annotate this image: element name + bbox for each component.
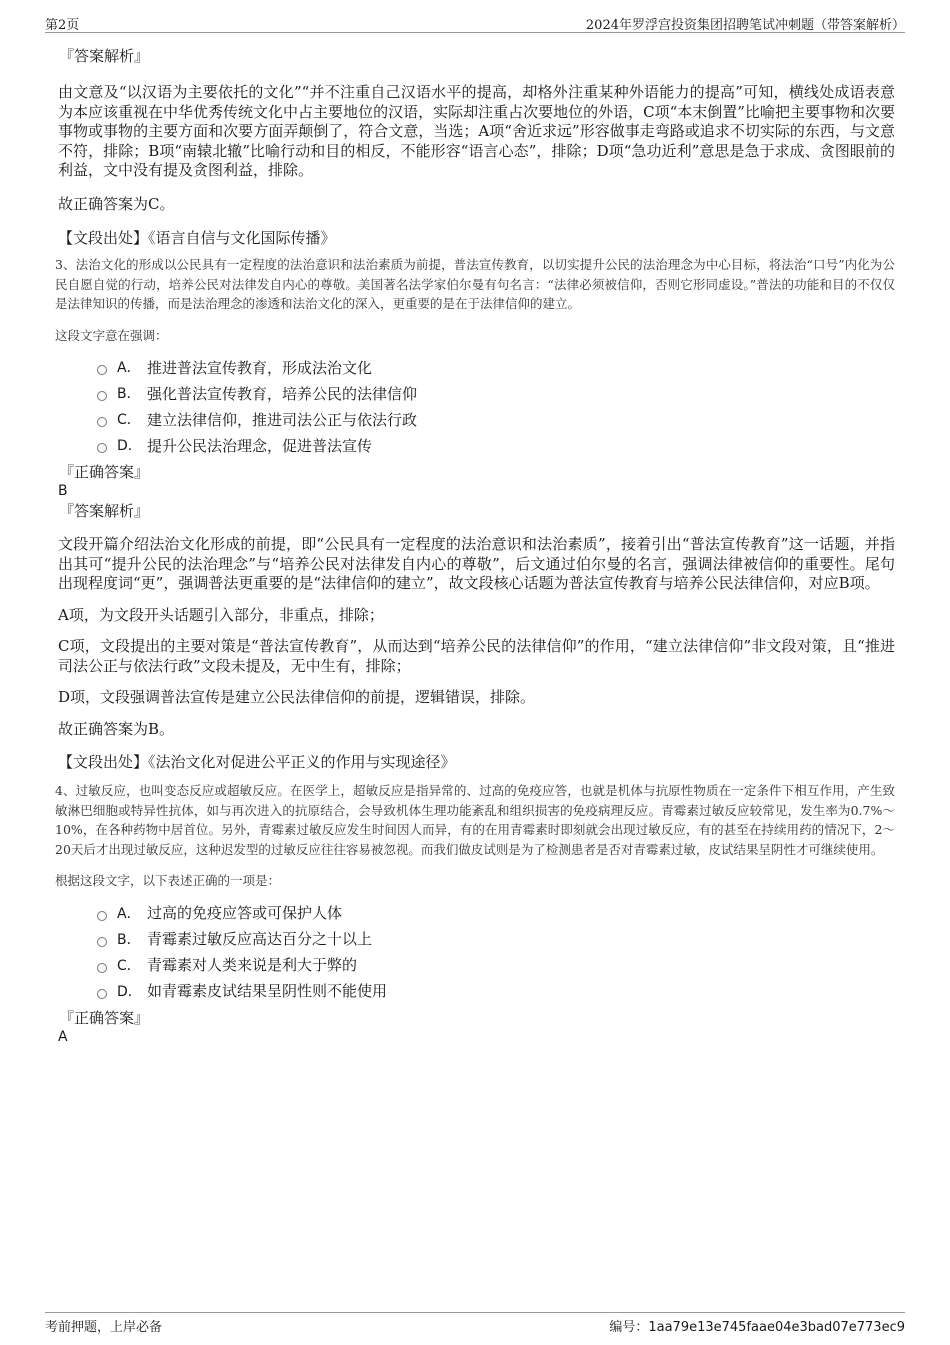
q3-analysis-para: C项，文段提出的主要对策是“普法宣传教育”，从而达到“培养公民的法律信仰”的作用，“建立法律信仰”非文段对策，且“推进司法公正与依法行政”文段未提及，无中生有，排除； bbox=[58, 637, 895, 675]
q3-option-c[interactable]: C． 建立法律信仰，推进司法公正与依法行政 bbox=[97, 406, 895, 432]
page-number: 第2页 bbox=[45, 18, 80, 33]
document-code: 编号：1aa79e13e745faae04e3bad07e773ec9 bbox=[609, 1320, 905, 1335]
q4-answer: A bbox=[58, 1028, 68, 1045]
radio-button[interactable] bbox=[97, 391, 107, 401]
q3-option-a[interactable]: A． 推进普法宣传教育，形成法治文化 bbox=[97, 354, 895, 380]
q3-options bbox=[97, 354, 895, 458]
radio-button[interactable] bbox=[97, 937, 107, 947]
radio-button[interactable] bbox=[97, 989, 107, 999]
q3-conclusion: 故正确答案为B。 bbox=[58, 719, 175, 738]
q4-prompt: 根据这段文字，以下表述正确的一项是： bbox=[55, 873, 281, 888]
q4-option-c[interactable]: C． 青霉素对人类来说是利大于弊的 bbox=[97, 952, 895, 978]
radio-button[interactable] bbox=[97, 365, 107, 375]
q3-analysis-para: D项，文段强调普法宣传是建立公民法律信仰的前提，逻辑错误，排除。 bbox=[58, 688, 536, 706]
q2-analysis-label: 『答案解析』 bbox=[59, 47, 150, 65]
q3-analysis-para: 文段开篇介绍法治文化形成的前提，即“公民具有一定程度的法治意识和法治素质”，接着引出“普法宣传教育”这一话题，并指出其可“提升公民的法治理念”与“培养公民对法律发自内心的尊敬”，后文通过伯尔曼的名言，强调法律被信仰的重要性。尾句出现程度词“更”，强调普法更重要的是“法律信仰的建立”，故文段核心话题为普法宣传教育与培养公民法律信仰，对应B项。 bbox=[58, 535, 895, 592]
q4-option-b[interactable]: B． 青霉素过敏反应高达百分之十以上 bbox=[97, 926, 895, 952]
q3-analysis-para: A项，为文段开头话题引入部分，非重点，排除； bbox=[58, 605, 384, 624]
q3-analysis-label: 『答案解析』 bbox=[59, 502, 150, 520]
radio-button[interactable] bbox=[97, 443, 107, 453]
q3-source: 【文段出处】《法治文化对促进公平正义的作用与实现途径》 bbox=[58, 753, 456, 771]
page-content bbox=[55, 44, 895, 1046]
q2-analysis-text: 由文意及“以汉语为主要依托的文化”“并不注重自己汉语水平的提高，却格外注重某种外语能力的提高”可知，横线处成语表意为本应该重视在中华优秀传统文化中占主要地位的汉语，实际却注重占次要地位的外语，C项“本末倒置”比喻把主要事物和次要事物或事物的主要方面和次要方面弄颠倒了，符合文意，当选；A项“舍近求远”形容做事走弯路或追求不切实际的东西，与文意不符，排除；B项“南辕北辙”比喻行动和目的相反，不能形容“语言心态”，排除；D项“急功近利”意思是急于求成、贪图眼前的利益，文中没有提及贪图利益，排除。 bbox=[58, 83, 895, 179]
q4-option-d[interactable]: D． 如青霉素皮试结果呈阴性则不能使用 bbox=[97, 978, 895, 1004]
q3-option-d[interactable]: D． 提升公民法治理念，促进普法宣传 bbox=[97, 432, 895, 458]
page-footer bbox=[45, 1312, 905, 1335]
q3-option-b[interactable]: B． 强化普法宣传教育，培养公民的法律信仰 bbox=[97, 380, 895, 406]
q3-answer: B bbox=[58, 483, 68, 499]
q3-passage: 3、法治文化的形成以公民具有一定程度的法治意识和法治素质为前提，普法宣传教育，以切实提升公民的法治理念为中心目标，将法治“口号”内化为公民自愿自觉的行动，培养公民对法律发自内心的尊敬。美国著名法学家伯尔曼有句名言：“法律必须被信仰，否则它形同虚设。”普法的功能和目的不仅仅是法律知识的传播，而是法治理念的渗透和法治文化的深入，更重要的是在于法律信仰的建立。 bbox=[55, 257, 895, 311]
q4-answer-label: 『正确答案』 bbox=[59, 1008, 150, 1027]
radio-button[interactable] bbox=[97, 963, 107, 973]
q2-source: 【文段出处】《语言自信与文化国际传播》 bbox=[58, 229, 336, 247]
q4-option-a[interactable]: A． 过高的免疫应答或可保护人体 bbox=[97, 900, 895, 926]
q2-conclusion: 故正确答案为C。 bbox=[58, 194, 175, 213]
q4-options bbox=[97, 900, 895, 1004]
footer-slogan: 考前押题，上岸必备 bbox=[45, 1320, 163, 1335]
document-title: 2024年罗浮宫投资集团招聘笔试冲刺题（带答案解析） bbox=[585, 18, 905, 33]
radio-button[interactable] bbox=[97, 911, 107, 921]
radio-button[interactable] bbox=[97, 417, 107, 427]
q4-passage: 4、过敏反应，也叫变态反应或超敏反应。在医学上，超敏反应是指异常的、过高的免疫应答，也就是机体与抗原性物质在一定条件下相互作用，产生致敏淋巴细胞或特异性抗体，如与再次进入的抗原结合，会导致机体生理功能紊乱和组织损害的免疫病理反应。青霉素过敏反应较常见，发生率为0.7%～10%，在各种药物中居首位。另外，青霉素过敏反应发生时间因人而异，有的在用青霉素时即刻就会出现过敏反应，有的甚至在持续用药的情况下，2～20天后才出现过敏反应，这种迟发型的过敏反应往往容易被忽视。而我们做皮试则是为了检测患者是否对青霉素过敏，皮试结果呈阴性才可继续使用。 bbox=[55, 783, 895, 857]
q3-answer-label: 『正确答案』 bbox=[59, 463, 150, 481]
q3-prompt: 这段文字意在强调： bbox=[55, 327, 168, 343]
page-header bbox=[45, 12, 905, 33]
